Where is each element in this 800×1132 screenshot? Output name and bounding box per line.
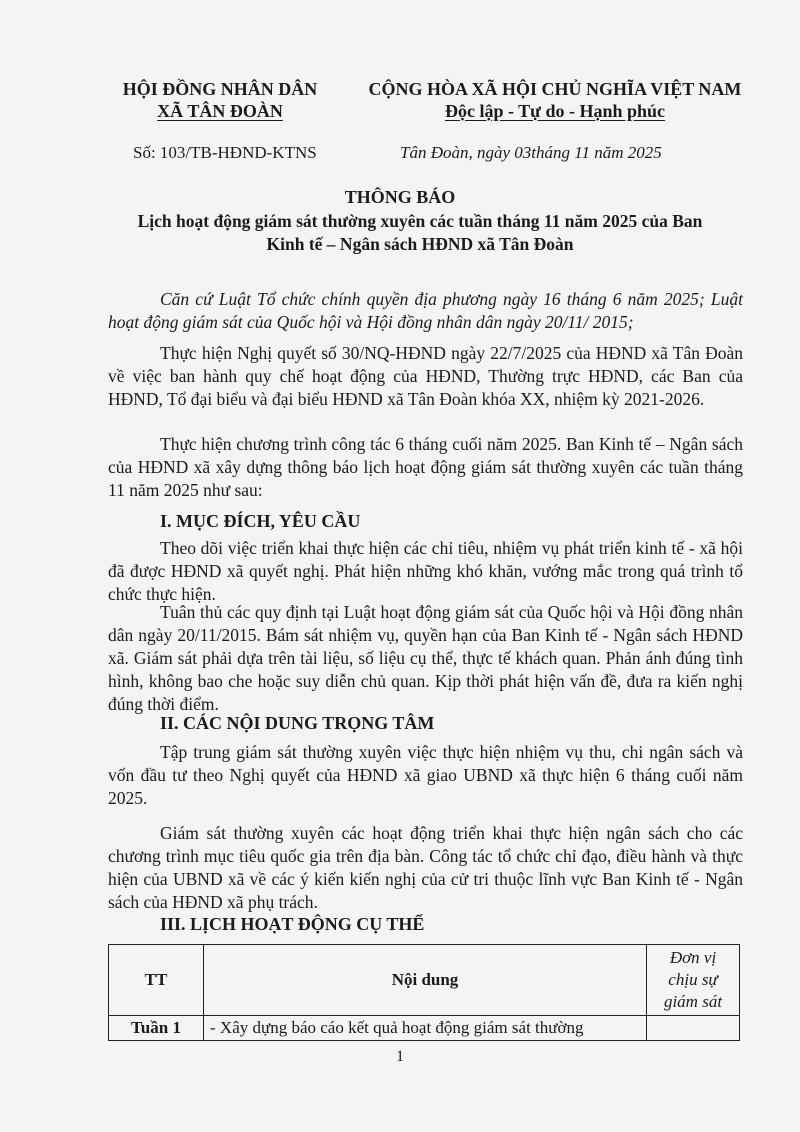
document-number: Số: 103/TB-HĐND-KTNS (133, 143, 317, 162)
document-subtitle (100, 210, 740, 256)
implementation-paragraph-2: Thực hiện chương trình công tác 6 tháng cuối năm 2025. Ban Kinh tế – Ngân sách của HĐND xã xây dựng thông báo lịch hoạt động giám sát thường xuyên các tuần tháng 11 năm 2025 như sau: (108, 434, 743, 500)
issuer-header (100, 78, 340, 122)
subtitle-line-1: Lịch hoạt động giám sát thường xuyên các tuần tháng 11 năm 2025 của Ban (137, 211, 703, 231)
col-header-content: Nội dung (204, 945, 647, 1016)
section-2-paragraph-1: Tập trung giám sát thường xuyên việc thực hiện nhiệm vụ thu, chi ngân sách và vốn đầu tư theo Nghị quyết của HĐND xã giao UBND xã thực hiện 6 tháng cuối năm 2025. (108, 742, 743, 808)
issuer-line-2: XÃ TÂN ĐOÀN (157, 101, 283, 121)
implementation-paragraph-1: Thực hiện Nghị quyết số 30/NQ-HĐND ngày 22/7/2025 của HĐND xã Tân Đoàn về việc ban hành quy chế hoạt động của HĐND, Thường trực HĐND, các Ban của HĐND, Tổ đại biểu và đại biểu HĐND xã Tân Đoàn khóa XX, nhiệm kỳ 2021-2026. (108, 343, 743, 409)
schedule-table (108, 944, 740, 1041)
table-header-row (109, 945, 740, 1016)
section-heading-1: I. MỤC ĐÍCH, YÊU CẦU (160, 511, 361, 531)
page-number: 1 (396, 1048, 404, 1065)
document-date: Tân Đoàn, ngày 03tháng 11 năm 2025 (400, 143, 662, 162)
table-row (109, 1016, 740, 1041)
col-header-tt: TT (109, 945, 204, 1016)
section-2-paragraph-2: Giám sát thường xuyên các hoạt động triển khai thực hiện ngân sách cho các chương trình mục tiêu quốc gia trên địa bàn. Công tác tổ chức chỉ đạo, điều hành và thực hiện của UBND xã về các ý kiến kiến nghị của cử tri thuộc lĩnh vực Ban Kinh tế - Ngân sách của HĐND xã phụ trách. (108, 823, 743, 912)
legal-basis-paragraph: Căn cứ Luật Tổ chức chính quyền địa phương ngày 16 tháng 6 năm 2025; Luật hoạt động giám sát của Quốc hội và Hội đồng nhân dân ngày 20/11/ 2015; (108, 289, 743, 332)
national-motto: Độc lập - Tự do - Hạnh phúc (444, 101, 666, 121)
section-heading-2: II. CÁC NỘI DUNG TRỌNG TÂM (160, 713, 435, 733)
section-1-paragraph-1: Theo dõi việc triển khai thực hiện các chỉ tiêu, nhiệm vụ phát triển kinh tế - xã hội đã được HĐND xã quyết nghị. Phát hiện những khó khăn, vướng mắc trong quá trình tổ chức thực hiện. (108, 538, 743, 604)
section-1-paragraph-2: Tuân thủ các quy định tại Luật hoạt động giám sát của Quốc hội và Hội đồng nhân dân ngày 20/11/2015. Bám sát nhiệm vụ, quyền hạn của Ban Kinh tế - Ngân sách HĐND xã. Giám sát phải dựa trên tài liệu, số liệu cụ thể, thực tế khách quan. Phản ánh đúng tình hình, không bao che hoặc suy diễn chủ quan. Kịp thời phát hiện vấn đề, đưa ra kiến nghị đúng thời điểm. (108, 602, 743, 714)
national-title: CỘNG HÒA XÃ HỘI CHỦ NGHĨA VIỆT NAM (368, 79, 742, 99)
section-heading-3: III. LỊCH HOẠT ĐỘNG CỤ THỂ (160, 914, 425, 934)
cell-content: - Xây dựng báo cáo kết quả hoạt động giám sát thường (204, 1016, 647, 1041)
issuer-line-1: HỘI ĐỒNG NHÂN DÂN (122, 79, 318, 99)
cell-unit (647, 1016, 740, 1041)
cell-week: Tuần 1 (109, 1016, 204, 1041)
subtitle-line-2: Kinh tế – Ngân sách HĐND xã Tân Đoàn (266, 234, 574, 254)
col-header-unit: Đơn vị chịu sự giám sát (647, 945, 740, 1016)
document-title: THÔNG BÁO (344, 187, 456, 207)
national-header (355, 78, 755, 122)
